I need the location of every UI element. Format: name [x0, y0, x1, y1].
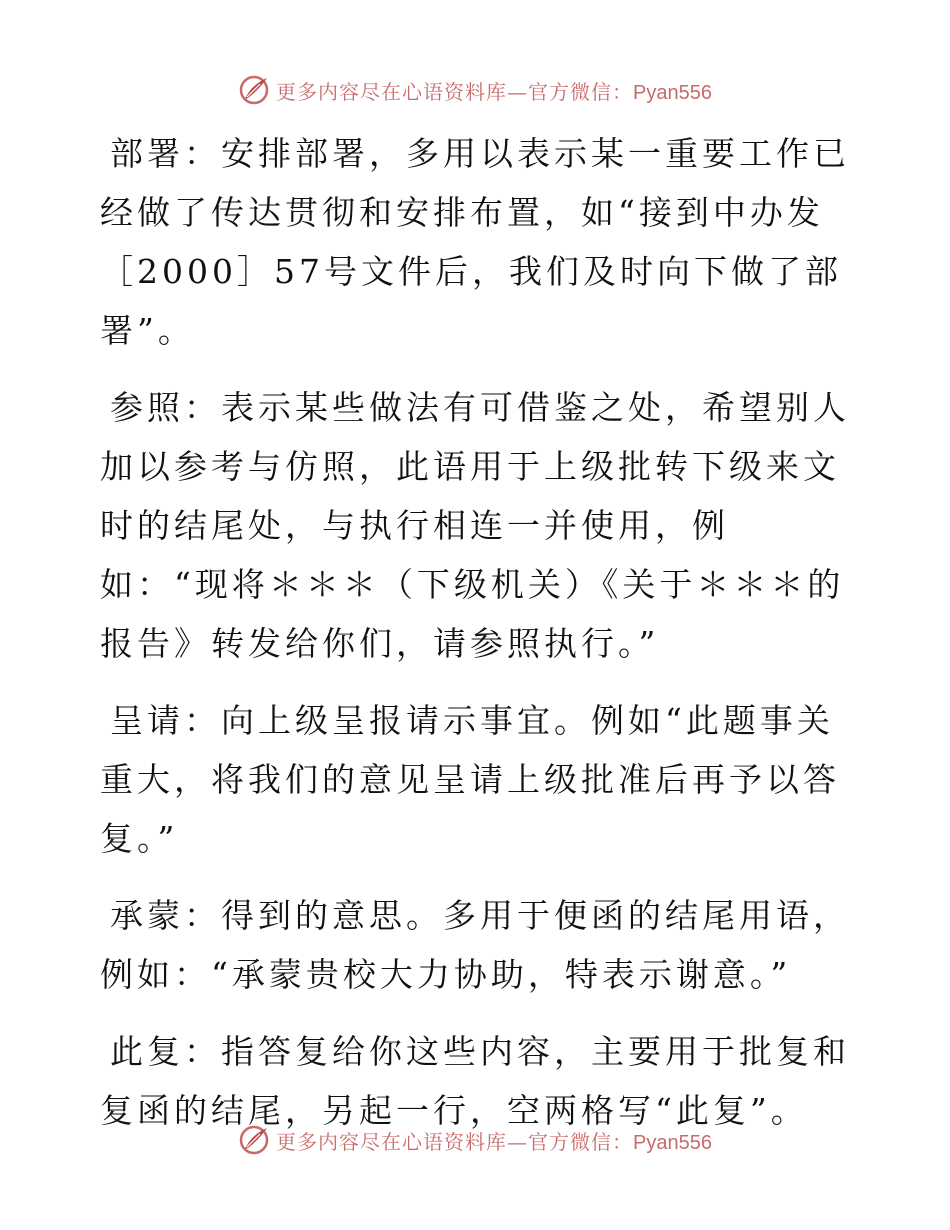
- footer-watermark: [0, 1120, 950, 1160]
- watermark-text: 更多内容尽在心语资料库—官方微信：Pyan556: [276, 79, 712, 104]
- watermark-handle: Pyan556: [633, 1131, 712, 1154]
- paragraph-chengqing: 呈请：向上级呈报请示事宜。例如“此题事关重大，将我们的意见呈请上级批准后再予以答复。”: [100, 701, 840, 858]
- header-watermark: [0, 70, 950, 110]
- document-body: [100, 124, 852, 1158]
- paragraph-bushu: 部署：安排部署，多用以表示某一重要工作已经做了传达贯彻和安排布置，如“接到中办发［2000］57号文件后，我们及时向下做了部署”。: [100, 134, 850, 350]
- paragraph-cifu: 此复：指答复给你这些内容，主要用于批复和复函的结尾，另起一行，空两格写“此复”。: [100, 1032, 850, 1130]
- quill-logo-icon: [238, 74, 270, 106]
- quill-logo-icon: [238, 1124, 270, 1156]
- paragraph-chengmeng: 承蒙：得到的意思。多用于便函的结尾用语，例如：“承蒙贵校大力协助，特表示谢意。”: [100, 896, 850, 994]
- watermark-handle: Pyan556: [633, 81, 712, 104]
- paragraph-canzhao: 参照：表示某些做法有可借鉴之处，希望别人加以参考与仿照，此语用于上级批转下级来文时的结尾处，与执行相连一并使用，例如：“现将＊＊＊（下级机关）《关于＊＊＊的报告》转发给你们，请参照执行。”: [100, 388, 850, 663]
- watermark-text: 更多内容尽在心语资料库—官方微信：Pyan556: [276, 1129, 712, 1154]
